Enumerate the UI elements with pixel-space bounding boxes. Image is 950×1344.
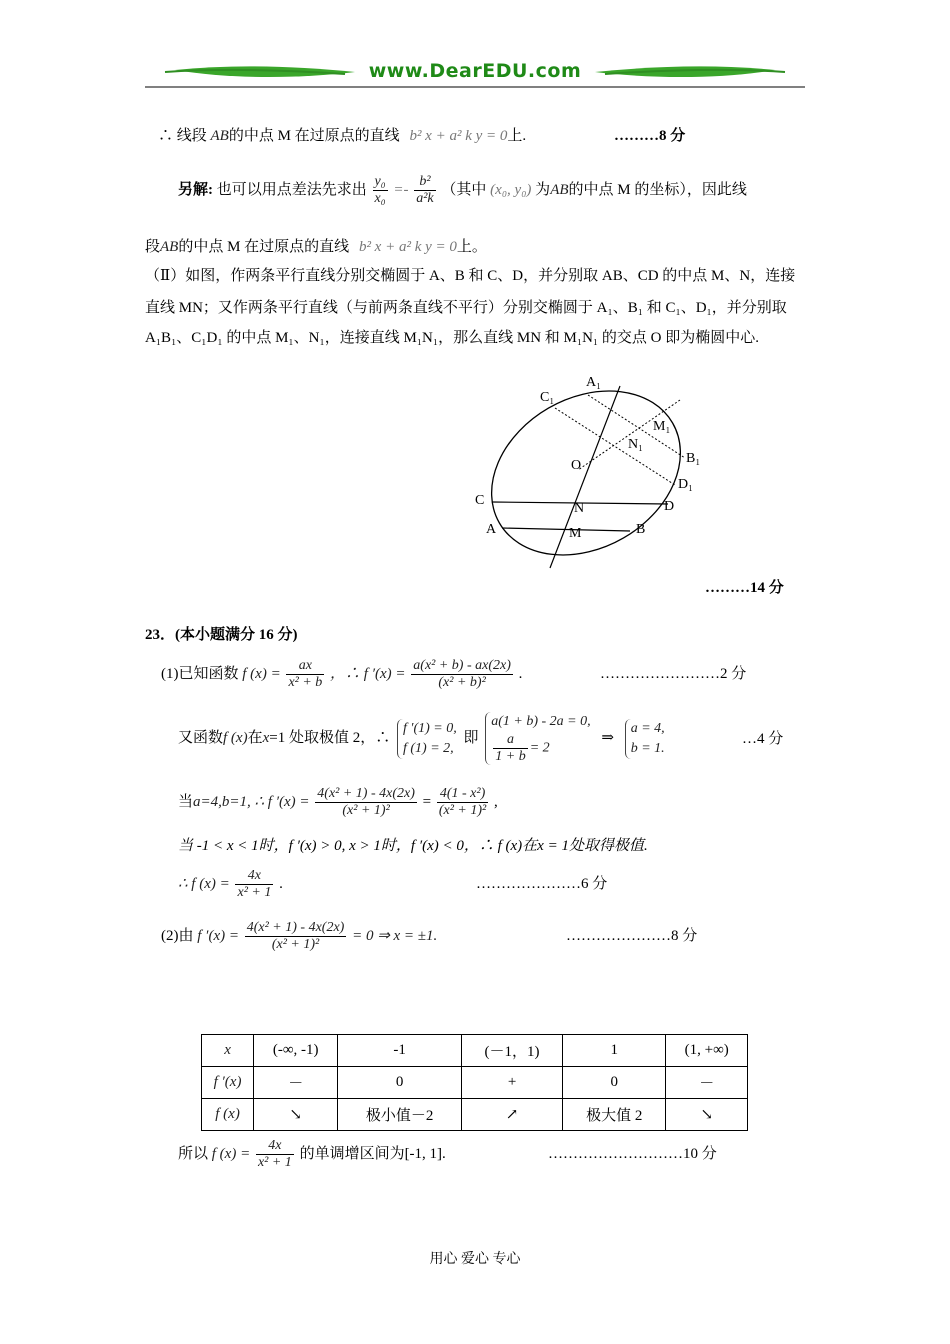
- label-d: D: [664, 499, 675, 514]
- part2-line1: （Ⅱ）如图，作两条平行直线分别交椭圆于 A、B 和 C、D，并分别取 AB、CD 的中点 M、N，连接: [145, 268, 796, 284]
- table-cell: 0: [563, 1067, 666, 1099]
- q23-function-result: ∴ f (x) = $\frac{4x}{\text{x² + 1}}$ .: [178, 868, 283, 901]
- q23-increasing-interval: 所以 f (x) = $\frac{4x}{\text{x² + 1}}$ 的单调增区间为[-1, 1].: [178, 1138, 446, 1171]
- ellipse-shape: [470, 370, 710, 580]
- footer-motto: 用心 爱心 专心: [429, 1252, 521, 1267]
- q23-title: 23．(本小题满分 16 分): [145, 627, 298, 643]
- table-cell: (-∞, -1): [254, 1035, 338, 1067]
- table-cell: 极大值 2: [563, 1099, 666, 1131]
- table-cell: ↘: [254, 1099, 338, 1131]
- line-alternative: 另解: 也可以用点差法先求出 $\frac{\text{y₀}}{\text{x₀}}$ =- $\frac{\text{b²}}{\text{a²k}}$ （其中 (x₀, y₀) 为AB的中点 M 的坐标），因此线: [178, 174, 747, 207]
- table-cell: x: [202, 1035, 254, 1067]
- header-logo: [145, 58, 805, 90]
- q23-part1-given: (1)已知函数 f (x) = $\frac{ax}{\text{x² + b}}$ ，∴ f ′(x) = $\frac{\text{a(x² + b) - ax(2x)}}{\text{(x² + b)²}}$ .: [161, 658, 523, 691]
- table-cell: (－1，1): [462, 1035, 563, 1067]
- line-mn: [550, 386, 620, 568]
- score-10: ………………………10 分: [548, 1146, 717, 1162]
- table-cell: 极小值－2: [338, 1099, 462, 1131]
- line-m1n1: [578, 400, 680, 470]
- table-row: [202, 1067, 748, 1099]
- q23-derivative: 当a=4,b=1, ∴ f ′(x) = $\frac{\text{4(x² + 1) - 4x(2x)}}{\text{(x² + 1)²}}$ = $\frac{\text{4(1 - x²)}}{\text{(x² + 1)²}}$ ,: [178, 786, 498, 819]
- label-c: C: [475, 493, 485, 508]
- label-b: B: [636, 522, 646, 537]
- score-8: ………8 分: [614, 128, 686, 144]
- q23-extremum: 当 -1 < x < 1时，f ′(x) > 0, x > 1时，f ′(x) < 0，∴ f (x)在x = 1处取得极值.: [178, 838, 648, 854]
- table-cell: f (x): [202, 1099, 254, 1131]
- score-14: ………14 分: [705, 580, 784, 596]
- label-a: A: [486, 522, 497, 537]
- label-a1: A₁: [586, 375, 601, 390]
- table-cell: 1: [563, 1035, 666, 1067]
- label-b1: B₁: [686, 451, 701, 466]
- table-cell: ↘: [666, 1099, 748, 1131]
- label-c1: C₁: [540, 390, 555, 405]
- variation-table: [201, 1034, 748, 1131]
- table-cell: f ′(x): [202, 1067, 254, 1099]
- table-cell: +: [462, 1067, 563, 1099]
- table-row: [202, 1035, 748, 1067]
- label-o: O: [571, 458, 582, 473]
- ellipse-figure: [470, 370, 720, 580]
- line-ab: [502, 528, 630, 531]
- label-m1: M₁: [653, 419, 671, 434]
- q23-part2: (2)由 f ′(x) = $\frac{\text{4(x² + 1) - 4x(2x)}}{\text{(x² + 1)²}}$ = 0 ⇒ x = ±1.: [161, 920, 438, 953]
- part2-line3: A₁B₁、C₁D₁ 的中点 M₁、N₁，连接直线 M₁N₁，那么直线 MN 和 M₁N₁ 的交点 O 即为椭圆中心.: [145, 330, 759, 346]
- line-midpoint: 段AB的中点 M 在过原点的直线 b² x + a² k y = 0上。: [145, 239, 487, 255]
- table-cell: ↗: [462, 1099, 563, 1131]
- label-n: N: [574, 501, 585, 516]
- table-row: [202, 1099, 748, 1131]
- table-cell: 0: [338, 1067, 462, 1099]
- q23-system: 又函数f (x)在x=1 处取极值 2，∴ f ′(1) = 0, f (1) = 2, 即 a(1 + b) - 2a = 0, $\frac{a}{1 + b}$ = 2 ⇒ a = 4, b = 1.: [178, 714, 665, 765]
- label-n1: N₁: [628, 437, 643, 452]
- table-cell: －: [254, 1067, 338, 1099]
- table-cell: -1: [338, 1035, 462, 1067]
- part2-line2: 直线 MN；又作两条平行直线（与前两条直线不平行）分别交椭圆于 A₁、B₁ 和 C₁、D₁，并分别取: [145, 300, 787, 316]
- table-cell: －: [666, 1067, 748, 1099]
- site-name: www.DearEDU.com: [368, 60, 582, 82]
- score-4: …4 分: [742, 731, 784, 747]
- table-cell: (1, +∞): [666, 1035, 748, 1067]
- label-d1: D₁: [678, 477, 693, 492]
- score-6: …………………6 分: [476, 876, 608, 892]
- line-conclusion: ∴ 线段 AB的中点 M 在过原点的直线 b² x + a² k y = 0上.: [158, 128, 527, 144]
- score-8b: …………………8 分: [566, 928, 698, 944]
- label-m: M: [569, 526, 582, 541]
- score-2: ……………………2 分: [600, 666, 747, 682]
